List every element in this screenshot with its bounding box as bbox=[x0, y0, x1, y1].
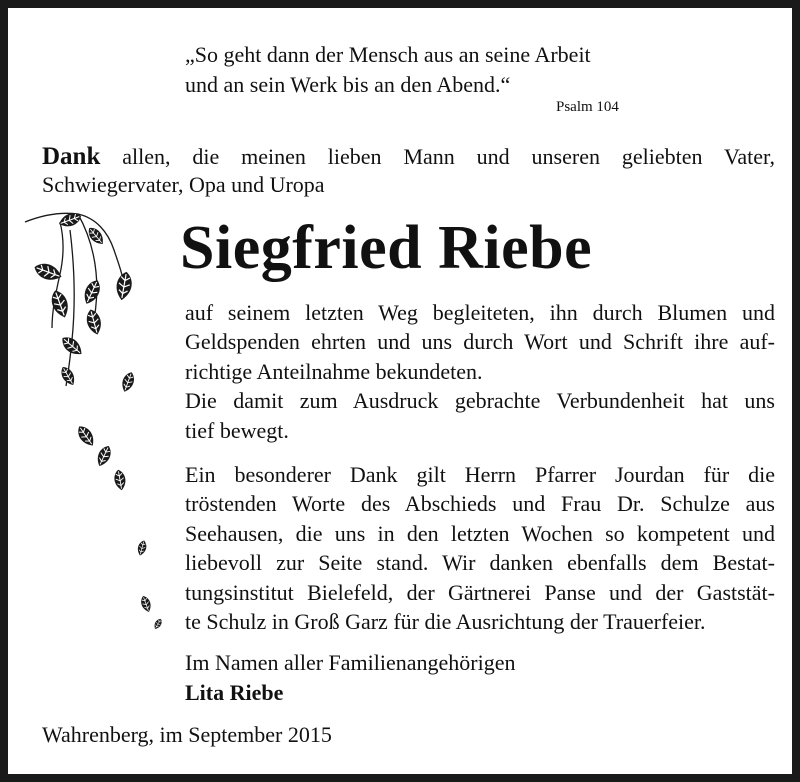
paragraph-line: Seehausen, die uns in den letzten Wochen so kompetent und bbox=[185, 520, 775, 546]
paragraph-line: te Schulz in Groß Garz für die Ausrichtung der Trauerfeier. bbox=[185, 609, 706, 635]
paragraph-line: Geldspenden ehrten und uns durch Wort und Schrift ihre auf- bbox=[185, 329, 775, 355]
quote-source: Psalm 104 bbox=[556, 99, 619, 115]
intro-line-2: Schwiegervater, Opa und Uropa bbox=[42, 172, 325, 197]
paragraph-line: tief bewegt. bbox=[185, 417, 289, 443]
birch-twigs bbox=[25, 213, 124, 386]
paragraph-line: auf seinem letzten Weg begleiteten, ihn durch Blumen und bbox=[185, 300, 775, 325]
place-date: Wahrenberg, im September 2015 bbox=[42, 722, 332, 747]
dank-word: Dank bbox=[42, 143, 101, 170]
leaf-cluster bbox=[32, 210, 164, 630]
paragraph-line: richtige Anteilnahme bekundeten. bbox=[185, 358, 483, 384]
deceased-name: Siegfried Riebe bbox=[180, 214, 593, 282]
quote-line-1: „So geht dann der Mensch aus an seine Arbeit bbox=[185, 42, 591, 67]
paragraph-line: Ein besonderer Dank gilt Herrn Pfarrer Jourdan für die bbox=[185, 462, 775, 487]
signature-name: Lita Riebe bbox=[185, 680, 284, 705]
signature-on-behalf: Im Namen aller Familienangehörigen bbox=[185, 650, 516, 675]
paragraph-line: tröstenden Worte des Abschieds und Frau Dr. Schulze aus bbox=[185, 491, 775, 517]
quote-line-2: und an sein Werk bis an den Abend.“ bbox=[185, 72, 511, 97]
intro-line-1-text: allen, die meinen lieben Mann und unseren geliebten Vater, bbox=[122, 144, 776, 169]
paragraph-line: liebevoll zur Seite stand. Wir danken ebenfalls dem Bestat- bbox=[185, 550, 775, 576]
paragraph-line: Die damit zum Ausdruck gebrachte Verbundenheit hat uns bbox=[185, 388, 775, 414]
paragraph-line: tungsinstitut Bielefeld, der Gärtnerei Panse und der Gaststät- bbox=[185, 579, 775, 605]
